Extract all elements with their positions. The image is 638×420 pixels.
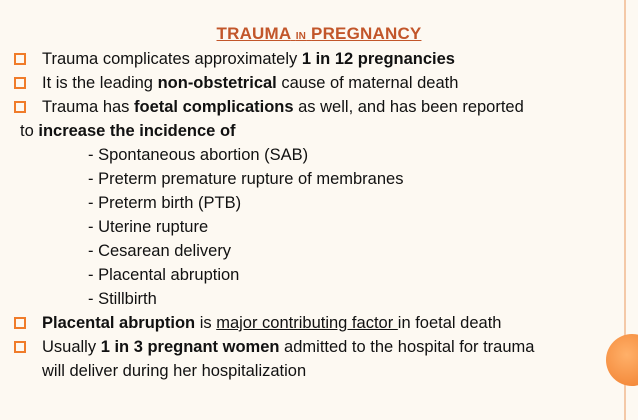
bullet-text: Trauma has: [42, 98, 135, 116]
bullet-text: as well, and has been reported: [293, 98, 524, 116]
bullet-square-icon: [14, 101, 26, 113]
bullet-underlined-text: major contributing factor: [216, 314, 398, 332]
bullet-bold-text: increase the incidence of: [38, 122, 236, 140]
bullet-bold-text: foetal complications: [134, 98, 294, 116]
bullet-bold-text: non-obstetrical: [157, 74, 277, 92]
sub-item: - Cesarean delivery: [88, 242, 232, 260]
bullet-item: [14, 95, 614, 119]
bullet-square-icon: [14, 53, 26, 65]
bullet-square-icon: [14, 341, 26, 353]
bullet-square-icon: [14, 317, 26, 329]
bullet-bold-text: 1 in 3 pregnant women: [100, 338, 280, 356]
bullet-text: will deliver during her hospitalization: [42, 362, 307, 380]
sub-item: - Spontaneous abortion (SAB): [88, 146, 309, 164]
bullet-item: [14, 71, 614, 95]
bullet-text: in foetal death: [397, 314, 502, 332]
slide-title: [0, 24, 638, 44]
bullet-item: [14, 335, 614, 359]
sub-item: - Placental abruption: [88, 266, 240, 284]
sub-item: - Uterine rupture: [88, 218, 209, 236]
bullet-square-icon: [14, 77, 26, 89]
bullet-bold-text: 1 in 12 pregnancies: [301, 50, 455, 68]
sub-item: - Preterm premature rupture of membranes: [88, 170, 404, 188]
sub-item: - Stillbirth: [88, 290, 157, 308]
bullet-bold-text: Placental abruption: [42, 314, 196, 332]
bullet-text: It is the leading: [42, 74, 158, 92]
title-word-3: PREGNANCY: [311, 24, 422, 43]
bullet-item: [14, 311, 614, 335]
bullet-text: cause of maternal death: [276, 74, 459, 92]
bullet-text: Trauma complicates approximately: [42, 50, 302, 68]
sub-item: - Preterm birth (PTB): [88, 194, 242, 212]
slide-body: [14, 47, 614, 383]
title-word-2: IN: [295, 31, 307, 42]
bullet-text: Usually: [42, 338, 101, 356]
bullet-text: to: [20, 122, 39, 140]
title-word-1: TRAUMA: [216, 24, 291, 43]
bullet-item: [14, 47, 614, 71]
bullet-text: is: [195, 314, 217, 332]
bullet-text: admitted to the hospital for trauma: [279, 338, 535, 356]
bullet-continuation: [14, 119, 614, 143]
bullet-continuation: [14, 359, 614, 383]
